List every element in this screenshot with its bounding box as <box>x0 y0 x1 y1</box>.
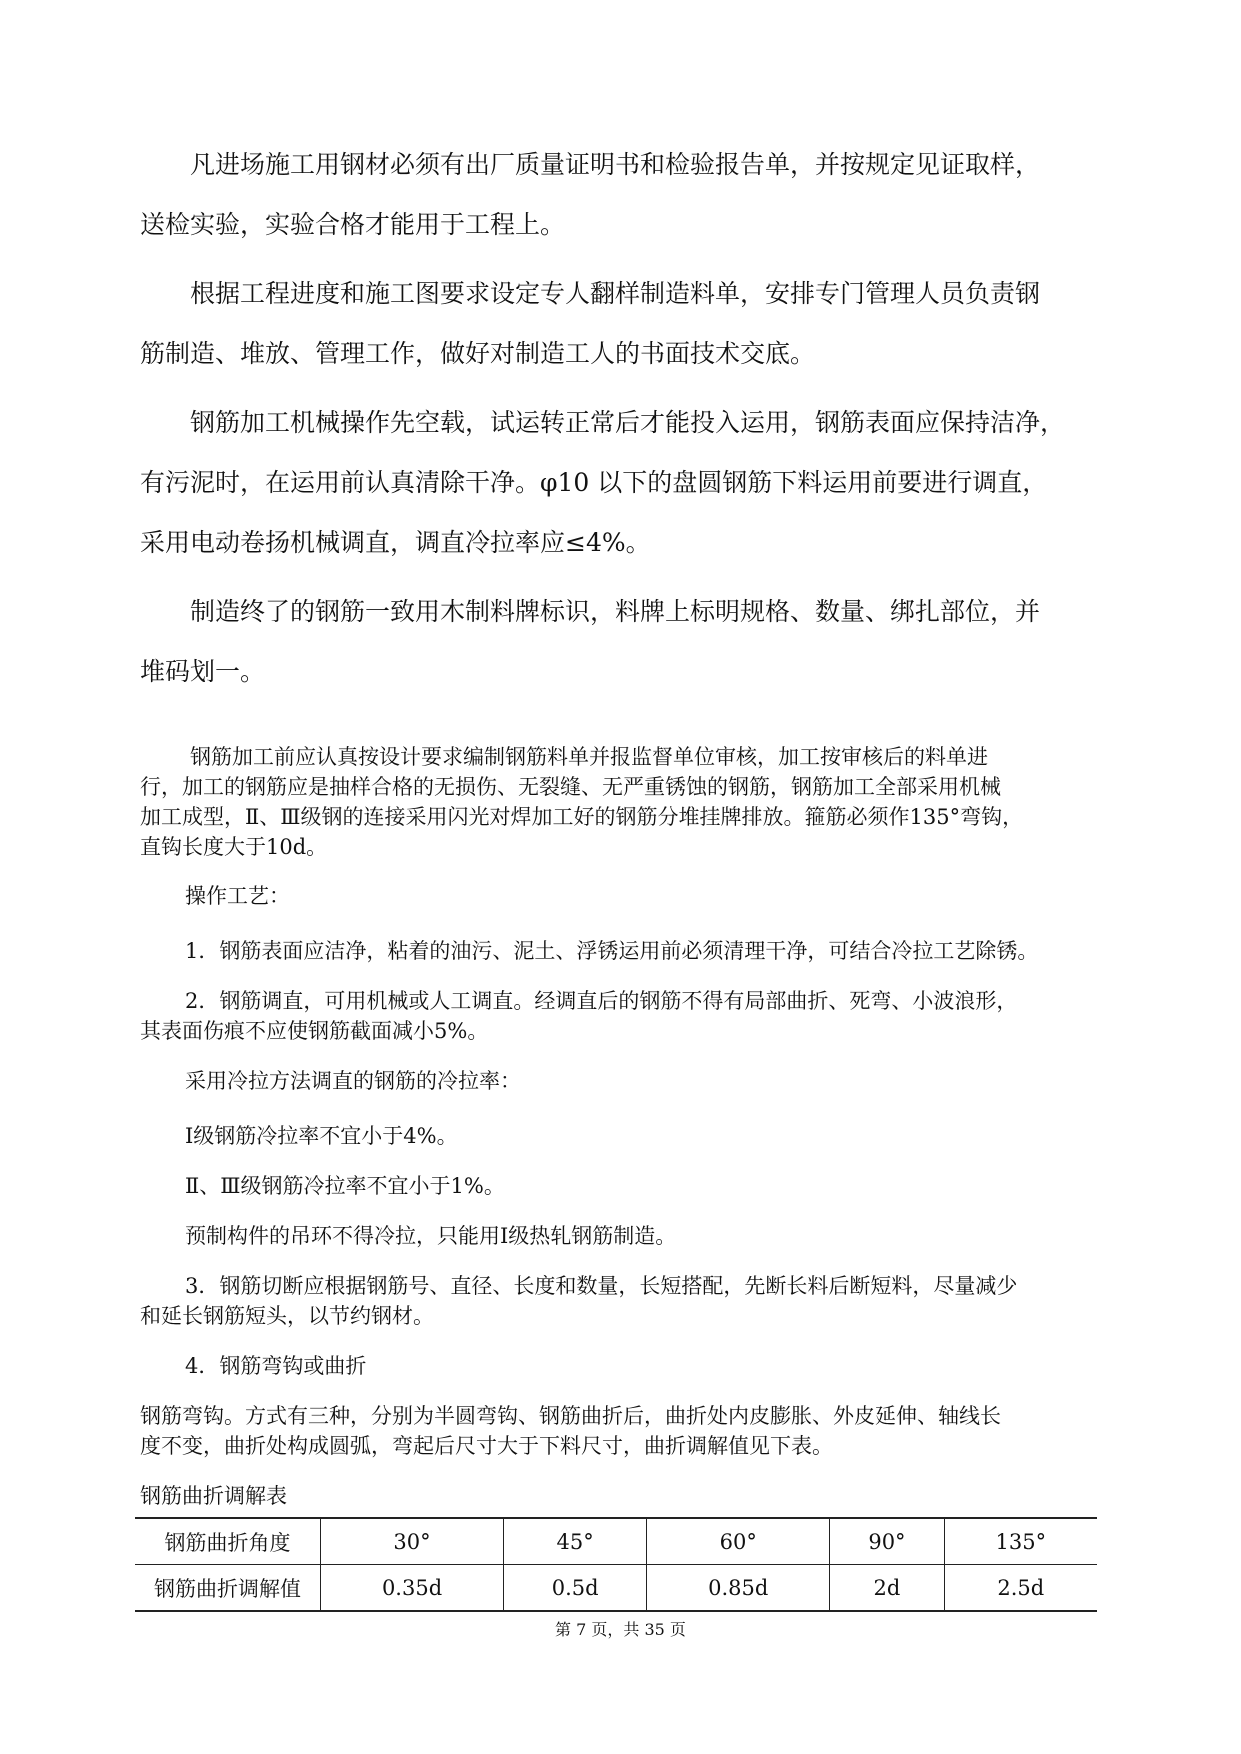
table-cell: 60° <box>647 1518 830 1565</box>
table-cell: 0.85d <box>647 1565 830 1612</box>
table-cell: 0.35d <box>321 1565 504 1612</box>
paragraph-line: 3．钢筋切断应根据钢筋号、直径、长度和数量，长短搭配，先断长料后断短料，尽量减少 <box>185 1274 1018 1298</box>
paragraph-line: 加工成型，Ⅱ、Ⅲ级钢的连接采用闪光对焊加工好的钢筋分堆挂牌排放。箍筋必须作135°弯钩， <box>140 805 1024 829</box>
paragraph-line: 筋制造、堆放、管理工作，做好对制造工人的书面技术交底。 <box>140 339 816 368</box>
table-cell: 0.5d <box>504 1565 647 1612</box>
section-heading: 操作工艺： <box>185 884 290 908</box>
paragraph-line: 钢筋加工机械操作先空载，试运转正常后才能投入运用，钢筋表面应保持洁净， <box>190 408 1066 437</box>
table-caption: 钢筋曲折调解表 <box>140 1484 287 1508</box>
paragraph-line: 直钩长度大于10d。 <box>140 835 328 859</box>
paragraph-line: 行，加工的钢筋应是抽样合格的无损伤、无裂缝、无严重锈蚀的钢筋，钢筋加工全部采用机械 <box>140 775 1001 799</box>
table-cell: 30° <box>321 1518 504 1565</box>
paragraph-line: 采用电动卷扬机械调直，调直冷拉率应≤4%。 <box>140 528 651 557</box>
paragraph-line: 1．钢筋表面应洁净，粘着的油污、泥土、浮锈运用前必须清理干净，可结合冷拉工艺除锈。 <box>185 939 1039 963</box>
paragraph-line: 凡进场施工用钢材必须有出厂质量证明书和检验报告单，并按规定见证取样， <box>190 150 1041 179</box>
paragraph-line: 堆码划一。 <box>140 657 266 686</box>
paragraph-line: 钢筋弯钩。方式有三种，分别为半圆弯钩、钢筋曲折后，曲折处内皮膨胀、外皮延伸、轴线长 <box>140 1404 1001 1428</box>
paragraph-line: 预制构件的吊环不得冷拉，只能用Ⅰ级热轧钢筋制造。 <box>185 1224 677 1248</box>
table-cell: 2.5d <box>944 1565 1097 1612</box>
paragraph-line: 其表面伤痕不应使钢筋截面减小5%。 <box>140 1019 489 1043</box>
table-row <box>135 1565 1097 1612</box>
bending-adjustment-table <box>135 1517 1097 1612</box>
paragraph-line: 根据工程进度和施工图要求设定专人翻样制造料单，安排专门管理人员负责钢 <box>190 279 1041 308</box>
paragraph-line: Ⅱ、Ⅲ级钢筋冷拉率不宜小于1%。 <box>185 1174 505 1198</box>
paragraph-line: 钢筋加工前应认真按设计要求编制钢筋料单并报监督单位审核，加工按审核后的料单进 <box>190 745 988 769</box>
paragraph-line: 送检实验，实验合格才能用于工程上。 <box>140 210 566 239</box>
table-cell: 45° <box>504 1518 647 1565</box>
paragraph-line: Ⅰ级钢筋冷拉率不宜小于4%。 <box>185 1124 458 1148</box>
paragraph-line: 采用冷拉方法调直的钢筋的冷拉率： <box>185 1069 521 1093</box>
table-cell: 135° <box>944 1518 1097 1565</box>
table-row <box>135 1518 1097 1565</box>
table-cell: 钢筋曲折角度 <box>135 1518 321 1565</box>
paragraph-line: 和延长钢筋短头，以节约钢材。 <box>140 1304 434 1328</box>
table-cell: 2d <box>830 1565 944 1612</box>
section-heading: 4．钢筋弯钩或曲折 <box>185 1354 367 1378</box>
page-number-footer: 第 7 页，共 35 页 <box>555 1620 686 1639</box>
table-cell: 90° <box>830 1518 944 1565</box>
paragraph-line: 度不变，曲折处构成圆弧，弯起后尺寸大于下料尺寸，曲折调解值见下表。 <box>140 1434 833 1458</box>
paragraph-line: 有污泥时，在运用前认真清除干净。φ10 以下的盘圆钢筋下料运用前要进行调直， <box>140 468 1048 497</box>
paragraph-line: 制造终了的钢筋一致用木制料牌标识，料牌上标明规格、数量、绑扎部位，并 <box>190 597 1041 626</box>
paragraph-line: 2．钢筋调直，可用机械或人工调直。经调直后的钢筋不得有局部曲折、死弯、小波浪形， <box>185 989 1018 1013</box>
table-cell: 钢筋曲折调解值 <box>135 1565 321 1612</box>
